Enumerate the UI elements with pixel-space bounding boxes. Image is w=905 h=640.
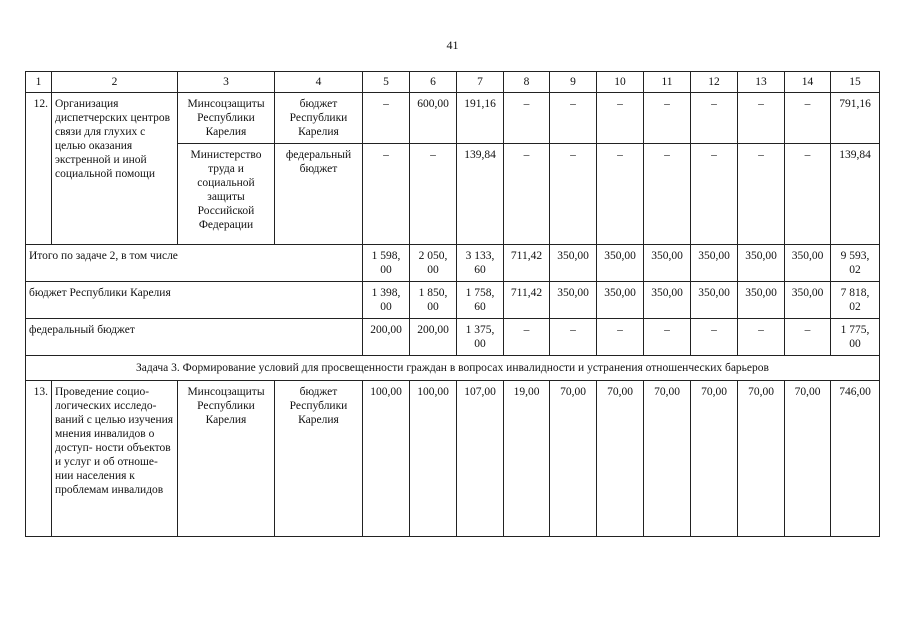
column-header: 14 bbox=[785, 72, 831, 93]
value-cell: 70,00 bbox=[738, 381, 785, 537]
value-cell: – bbox=[785, 319, 831, 356]
value-cell: – bbox=[738, 319, 785, 356]
value-cell: 9 593, 02 bbox=[831, 245, 880, 282]
column-header: 3 bbox=[178, 72, 275, 93]
value-cell: 2 050, 00 bbox=[410, 245, 457, 282]
value-cell: – bbox=[550, 319, 597, 356]
value-cell: 70,00 bbox=[644, 381, 691, 537]
value-cell: 3 133, 60 bbox=[457, 245, 504, 282]
value-cell: 107,00 bbox=[457, 381, 504, 537]
value-cell: – bbox=[504, 93, 550, 144]
total-label: федеральный бюджет bbox=[26, 319, 363, 356]
row-number: 12. bbox=[26, 93, 52, 245]
value-cell: – bbox=[691, 319, 738, 356]
executor-cell: Минсоцзащиты Республики Карелия bbox=[178, 381, 275, 537]
total-label: бюджет Республики Карелия bbox=[26, 282, 363, 319]
column-header: 11 bbox=[644, 72, 691, 93]
value-cell: 70,00 bbox=[785, 381, 831, 537]
header-row bbox=[26, 72, 880, 93]
executor-cell: Минсоцзащиты Республики Карелия bbox=[178, 93, 275, 144]
value-cell: 191,16 bbox=[457, 93, 504, 144]
column-header: 10 bbox=[597, 72, 644, 93]
table-row-13 bbox=[26, 381, 880, 537]
value-cell: – bbox=[363, 93, 410, 144]
value-cell: – bbox=[410, 144, 457, 245]
value-cell: 1 375, 00 bbox=[457, 319, 504, 356]
column-header: 9 bbox=[550, 72, 597, 93]
column-header: 5 bbox=[363, 72, 410, 93]
value-cell: 350,00 bbox=[738, 282, 785, 319]
value-cell: 100,00 bbox=[410, 381, 457, 537]
task-heading-row bbox=[26, 356, 880, 381]
value-cell: 350,00 bbox=[785, 282, 831, 319]
value-cell: – bbox=[504, 319, 550, 356]
total-row bbox=[26, 245, 880, 282]
measure-name: Организация диспетчерских центров связи для глухих с целью оказания экстренной и иной социальной помощи bbox=[52, 93, 178, 245]
column-header: 13 bbox=[738, 72, 785, 93]
value-cell: 711,42 bbox=[504, 282, 550, 319]
value-cell: 70,00 bbox=[550, 381, 597, 537]
value-cell: – bbox=[597, 319, 644, 356]
row-number: 13. bbox=[26, 381, 52, 537]
page-number: 41 bbox=[446, 38, 459, 52]
funding-source-cell: федеральный бюджет bbox=[275, 144, 363, 245]
value-cell: – bbox=[550, 144, 597, 245]
value-cell: 350,00 bbox=[644, 245, 691, 282]
funding-source-cell: бюджет Республики Карелия bbox=[275, 381, 363, 537]
value-cell: – bbox=[550, 93, 597, 144]
column-header: 15 bbox=[831, 72, 880, 93]
value-cell: – bbox=[597, 93, 644, 144]
column-header: 4 bbox=[275, 72, 363, 93]
value-cell: – bbox=[785, 93, 831, 144]
total-label: Итого по задаче 2, в том числе bbox=[26, 245, 363, 282]
executor-cell: Министерство труда и социальной защиты Российской Федерации bbox=[178, 144, 275, 245]
value-cell: 350,00 bbox=[597, 245, 644, 282]
value-cell: 139,84 bbox=[457, 144, 504, 245]
value-cell: – bbox=[644, 144, 691, 245]
column-header: 12 bbox=[691, 72, 738, 93]
total-row bbox=[26, 282, 880, 319]
value-cell: 746,00 bbox=[831, 381, 880, 537]
value-cell: – bbox=[738, 93, 785, 144]
value-cell: 1 758, 60 bbox=[457, 282, 504, 319]
value-cell: 350,00 bbox=[550, 245, 597, 282]
value-cell: 70,00 bbox=[597, 381, 644, 537]
column-header: 8 bbox=[504, 72, 550, 93]
value-cell: 200,00 bbox=[410, 319, 457, 356]
value-cell: 19,00 bbox=[504, 381, 550, 537]
value-cell: 350,00 bbox=[691, 245, 738, 282]
value-cell: – bbox=[691, 144, 738, 245]
column-header: 1 bbox=[26, 72, 52, 93]
value-cell: 350,00 bbox=[644, 282, 691, 319]
value-cell: – bbox=[644, 319, 691, 356]
value-cell: 139,84 bbox=[831, 144, 880, 245]
column-header: 6 bbox=[410, 72, 457, 93]
value-cell: 100,00 bbox=[363, 381, 410, 537]
table-row-12a bbox=[26, 93, 880, 144]
funding-source-cell: бюджет Республики Карелия bbox=[275, 93, 363, 144]
value-cell: 1 850, 00 bbox=[410, 282, 457, 319]
value-cell: 350,00 bbox=[691, 282, 738, 319]
column-header: 7 bbox=[457, 72, 504, 93]
value-cell: 711,42 bbox=[504, 245, 550, 282]
column-header: 2 bbox=[52, 72, 178, 93]
value-cell: 7 818, 02 bbox=[831, 282, 880, 319]
value-cell: 350,00 bbox=[738, 245, 785, 282]
program-table bbox=[25, 71, 880, 537]
value-cell: – bbox=[644, 93, 691, 144]
value-cell: 350,00 bbox=[597, 282, 644, 319]
measure-name: Проведение социо- логических исследо- ваний с целью изучения мнения инвалидов о доступ- ности объектов и услуг и об отноше- нии населения к проблемам инвалидов bbox=[52, 381, 178, 537]
value-cell: 600,00 bbox=[410, 93, 457, 144]
value-cell: 70,00 bbox=[691, 381, 738, 537]
value-cell: – bbox=[504, 144, 550, 245]
value-cell: – bbox=[597, 144, 644, 245]
value-cell: 200,00 bbox=[363, 319, 410, 356]
value-cell: – bbox=[738, 144, 785, 245]
value-cell: – bbox=[785, 144, 831, 245]
value-cell: 350,00 bbox=[785, 245, 831, 282]
value-cell: 350,00 bbox=[550, 282, 597, 319]
value-cell: 1 598, 00 bbox=[363, 245, 410, 282]
value-cell: – bbox=[691, 93, 738, 144]
value-cell: 791,16 bbox=[831, 93, 880, 144]
value-cell: 1 775, 00 bbox=[831, 319, 880, 356]
task-heading: Задача 3. Формирование условий для просвещенности граждан в вопросах инвалидности и устранения отношенческих барьеров bbox=[26, 356, 880, 381]
value-cell: 1 398, 00 bbox=[363, 282, 410, 319]
total-row bbox=[26, 319, 880, 356]
value-cell: – bbox=[363, 144, 410, 245]
